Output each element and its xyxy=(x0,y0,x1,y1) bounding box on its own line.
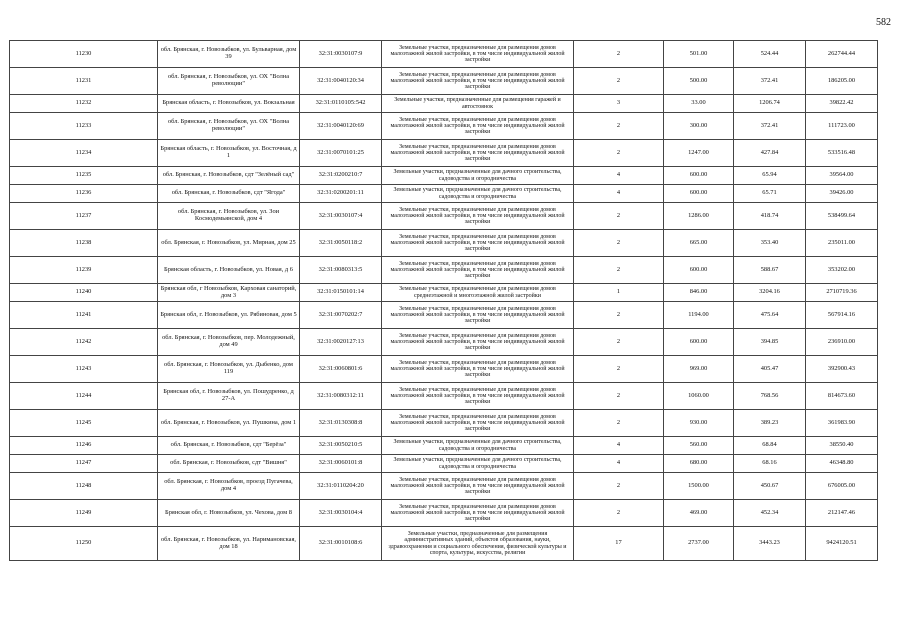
area-cell: 1247.00 xyxy=(664,140,734,167)
land-use-cell: Земельные участки, предназначенные для размещения гаражей и автостоянок xyxy=(382,95,574,113)
group-cell: 2 xyxy=(574,68,664,95)
address-cell: Брянская обл, г. Новозыбков, ул. Рябиновая, дом 5 xyxy=(158,302,300,329)
address-cell: обл. Брянская, г. Новозыбков, сдт "Зелёный сад" xyxy=(158,167,300,185)
row-number: 11239 xyxy=(10,257,158,284)
address-cell: обл. Брянская, г. Новозыбков, ул. Наримановская, дом 18 xyxy=(158,527,300,561)
cadastral-number-cell: 32:31:0150101:14 xyxy=(300,284,382,302)
row-number: 11236 xyxy=(10,185,158,203)
land-use-cell: Земельные участки, предназначенные для дачного строительства, садоводства и огородничества xyxy=(382,167,574,185)
table-row xyxy=(10,500,878,527)
unit-value-cell: 68.16 xyxy=(734,455,806,473)
address-cell: Брянская область, г. Новозыбков, ул. Вокзальная xyxy=(158,95,300,113)
cadastral-value-cell: 39564.00 xyxy=(806,167,878,185)
land-use-cell: Земельные участки, предназначенные для размещения административных зданий, объектов образования, науки, здравоохранения и социального обеспечения, физической культуры и спорта, культуры, искусства, религии xyxy=(382,527,574,561)
cadastral-number-cell: 32:31:0060101:8 xyxy=(300,455,382,473)
area-cell: 600.00 xyxy=(664,257,734,284)
unit-value-cell: 588.67 xyxy=(734,257,806,284)
address-cell: Брянская обл, г. Новозыбков, ул. Чехова, дом 8 xyxy=(158,500,300,527)
address-cell: Брянская область, г. Новозыбков, ул. Восточная, д 1 xyxy=(158,140,300,167)
address-cell: обл. Брянская, г. Новозыбков, сдт "Ягода" xyxy=(158,185,300,203)
row-number: 11248 xyxy=(10,473,158,500)
table-row xyxy=(10,284,878,302)
cadastral-number-cell: 32:31:0130308:8 xyxy=(300,410,382,437)
land-use-cell: Земельные участки, предназначенные для дачного строительства, садоводства и огородничества xyxy=(382,185,574,203)
table-row xyxy=(10,302,878,329)
cadastral-number-cell: 32:31:0070101:25 xyxy=(300,140,382,167)
unit-value-cell: 524.44 xyxy=(734,41,806,68)
group-cell: 2 xyxy=(574,302,664,329)
unit-value-cell: 372.41 xyxy=(734,113,806,140)
address-cell: обл. Брянская, г. Новозыбков, ул. ОХ "Волна революции" xyxy=(158,68,300,95)
area-cell: 930.00 xyxy=(664,410,734,437)
table-row xyxy=(10,437,878,455)
address-cell: обл. Брянская, г. Новозыбков, ул. ОХ "Волна революции" xyxy=(158,113,300,140)
cadastral-number-cell: 32:31:0050210:5 xyxy=(300,437,382,455)
cadastral-number-cell: 32:31:0110204:20 xyxy=(300,473,382,500)
group-cell: 4 xyxy=(574,185,664,203)
row-number: 11247 xyxy=(10,455,158,473)
land-use-cell: Земельные участки, предназначенные для размещения домов малоэтажной жилой застройки, в том числе индивидуальной жилой застройки xyxy=(382,329,574,356)
cadastral-value-cell: 212147.46 xyxy=(806,500,878,527)
land-use-cell: Земельные участки, предназначенные для размещения домов малоэтажной жилой застройки, в том числе индивидуальной жилой застройки xyxy=(382,383,574,410)
unit-value-cell: 427.84 xyxy=(734,140,806,167)
address-cell: обл. Брянская, г. Новозыбков, ул. Дыбенко, дом 119 xyxy=(158,356,300,383)
cadastral-value-cell: 533516.48 xyxy=(806,140,878,167)
area-cell: 501.00 xyxy=(664,41,734,68)
group-cell: 2 xyxy=(574,500,664,527)
table-row xyxy=(10,257,878,284)
row-number: 11246 xyxy=(10,437,158,455)
area-cell: 560.00 xyxy=(664,437,734,455)
area-cell: 846.00 xyxy=(664,284,734,302)
row-number: 11242 xyxy=(10,329,158,356)
unit-value-cell: 394.85 xyxy=(734,329,806,356)
group-cell: 3 xyxy=(574,95,664,113)
cadastral-value-cell: 38550.40 xyxy=(806,437,878,455)
table-row xyxy=(10,68,878,95)
row-number: 11238 xyxy=(10,230,158,257)
row-number: 11241 xyxy=(10,302,158,329)
area-cell: 1194.00 xyxy=(664,302,734,329)
area-cell: 600.00 xyxy=(664,329,734,356)
cadastral-value-cell: 39426.00 xyxy=(806,185,878,203)
group-cell: 2 xyxy=(574,230,664,257)
table-row xyxy=(10,230,878,257)
land-use-cell: Земельные участки, предназначенные для размещения домов малоэтажной жилой застройки, в том числе индивидуальной жилой застройки xyxy=(382,140,574,167)
row-number: 11240 xyxy=(10,284,158,302)
land-use-cell: Земельные участки, предназначенные для размещения домов малоэтажной жилой застройки, в том числе индивидуальной жилой застройки xyxy=(382,230,574,257)
unit-value-cell: 405.47 xyxy=(734,356,806,383)
table-row xyxy=(10,113,878,140)
land-use-cell: Земельные участки, предназначенные для размещения домов малоэтажной жилой застройки, в том числе индивидуальной жилой застройки xyxy=(382,41,574,68)
group-cell: 4 xyxy=(574,167,664,185)
address-cell: обл. Брянская, г. Новозыбков, пер. Молодежный, дом 49 xyxy=(158,329,300,356)
unit-value-cell: 452.34 xyxy=(734,500,806,527)
address-cell: обл. Брянская, г. Новозыбков, проезд Пугачева, дом 4 xyxy=(158,473,300,500)
group-cell: 1 xyxy=(574,284,664,302)
unit-value-cell: 353.40 xyxy=(734,230,806,257)
group-cell: 2 xyxy=(574,410,664,437)
page-number: 582 xyxy=(876,17,891,28)
table-row xyxy=(10,41,878,68)
group-cell: 17 xyxy=(574,527,664,561)
cadastral-number-cell: 32:31:0050118:2 xyxy=(300,230,382,257)
group-cell: 2 xyxy=(574,257,664,284)
cadastral-value-table xyxy=(9,40,878,561)
land-use-cell: Земельные участки, предназначенные для размещения домов малоэтажной жилой застройки, в том числе индивидуальной жилой застройки xyxy=(382,473,574,500)
land-use-cell: Земельные участки, предназначенные для размещения домов малоэтажной жилой застройки, в том числе индивидуальной жилой застройки xyxy=(382,500,574,527)
address-cell: Брянская область, г. Новозыбков, ул. Новая, д 6 xyxy=(158,257,300,284)
land-use-cell: Земельные участки, предназначенные для размещения домов малоэтажной жилой застройки, в том числе индивидуальной жилой застройки xyxy=(382,68,574,95)
table-row xyxy=(10,527,878,561)
address-cell: Брянская обл, г. Новозыбков, ул. Пошудренко, д 27-А xyxy=(158,383,300,410)
cadastral-value-cell: 392900.43 xyxy=(806,356,878,383)
group-cell: 4 xyxy=(574,455,664,473)
cadastral-number-cell: 32:31:0200210:7 xyxy=(300,167,382,185)
cadastral-number-cell: 32:31:0010108:6 xyxy=(300,527,382,561)
cadastral-value-cell: 567914.16 xyxy=(806,302,878,329)
address-cell: обл. Брянская, г. Новозыбков, сдт "Берёза" xyxy=(158,437,300,455)
area-cell: 2737.00 xyxy=(664,527,734,561)
cadastral-number-cell: 32:31:0020127:13 xyxy=(300,329,382,356)
row-number: 11250 xyxy=(10,527,158,561)
area-cell: 1286.00 xyxy=(664,203,734,230)
row-number: 11231 xyxy=(10,68,158,95)
unit-value-cell: 372.41 xyxy=(734,68,806,95)
area-cell: 680.00 xyxy=(664,455,734,473)
land-use-cell: Земельные участки, предназначенные для размещения домов среднеэтажной и многоэтажной жилой застройки xyxy=(382,284,574,302)
cadastral-number-cell: 32:31:0030107:9 xyxy=(300,41,382,68)
unit-value-cell: 65.94 xyxy=(734,167,806,185)
group-cell: 2 xyxy=(574,473,664,500)
table-row xyxy=(10,383,878,410)
unit-value-cell: 68.84 xyxy=(734,437,806,455)
unit-value-cell: 418.74 xyxy=(734,203,806,230)
cadastral-value-cell: 676005.00 xyxy=(806,473,878,500)
cadastral-value-cell: 111723.00 xyxy=(806,113,878,140)
cadastral-value-cell: 262744.44 xyxy=(806,41,878,68)
table-row xyxy=(10,455,878,473)
cadastral-number-cell: 32:31:0070202:7 xyxy=(300,302,382,329)
unit-value-cell: 475.64 xyxy=(734,302,806,329)
unit-value-cell: 768.56 xyxy=(734,383,806,410)
address-cell: Брянская обл, г Новозыбков, Карховая санаторий, дом 3 xyxy=(158,284,300,302)
row-number: 11244 xyxy=(10,383,158,410)
cadastral-number-cell: 32:31:0040120:69 xyxy=(300,113,382,140)
table-row xyxy=(10,473,878,500)
row-number: 11245 xyxy=(10,410,158,437)
land-use-cell: Земельные участки, предназначенные для размещения домов малоэтажной жилой застройки, в том числе индивидуальной жилой застройки xyxy=(382,257,574,284)
row-number: 11249 xyxy=(10,500,158,527)
cadastral-value-cell: 236910.00 xyxy=(806,329,878,356)
cadastral-value-cell: 2710719.36 xyxy=(806,284,878,302)
cadastral-number-cell: 32:31:0200201:11 xyxy=(300,185,382,203)
area-cell: 969.00 xyxy=(664,356,734,383)
table-row xyxy=(10,410,878,437)
area-cell: 1060.00 xyxy=(664,383,734,410)
unit-value-cell: 65.71 xyxy=(734,185,806,203)
group-cell: 2 xyxy=(574,113,664,140)
cadastral-value-cell: 186205.00 xyxy=(806,68,878,95)
cadastral-value-cell: 361983.90 xyxy=(806,410,878,437)
cadastral-number-cell: 32:31:0080313:5 xyxy=(300,257,382,284)
group-cell: 2 xyxy=(574,329,664,356)
land-use-cell: Земельные участки, предназначенные для размещения домов малоэтажной жилой застройки, в том числе индивидуальной жилой застройки xyxy=(382,302,574,329)
cadastral-number-cell: 32:31:0030107:4 xyxy=(300,203,382,230)
area-cell: 300.00 xyxy=(664,113,734,140)
address-cell: обл. Брянская, г. Новозыбков, сдт "Вишня" xyxy=(158,455,300,473)
group-cell: 2 xyxy=(574,41,664,68)
table-row xyxy=(10,167,878,185)
area-cell: 665.00 xyxy=(664,230,734,257)
unit-value-cell: 389.23 xyxy=(734,410,806,437)
row-number: 11235 xyxy=(10,167,158,185)
row-number: 11233 xyxy=(10,113,158,140)
land-use-cell: Земельные участки, предназначенные для размещения домов малоэтажной жилой застройки, в том числе индивидуальной жилой застройки xyxy=(382,410,574,437)
cadastral-number-cell: 32:31:0080312:11 xyxy=(300,383,382,410)
cadastral-number-cell: 32:31:0110105:542 xyxy=(300,95,382,113)
land-use-cell: Земельные участки, предназначенные для размещения домов малоэтажной жилой застройки, в том числе индивидуальной жилой застройки xyxy=(382,113,574,140)
land-use-cell: Земельные участки, предназначенные для дачного строительства, садоводства и огородничества xyxy=(382,437,574,455)
address-cell: обл. Брянская, г. Новозыбков, ул. Зои Космодемьянской, дом 4 xyxy=(158,203,300,230)
row-number: 11232 xyxy=(10,95,158,113)
land-use-cell: Земельные участки, предназначенные для дачного строительства, садоводства и огородничества xyxy=(382,455,574,473)
table-row xyxy=(10,140,878,167)
cadastral-number-cell: 32:31:0040120:34 xyxy=(300,68,382,95)
address-cell: обл. Брянская, г. Новозыбков, ул. Пушкина, дом 1 xyxy=(158,410,300,437)
cadastral-value-cell: 235011.00 xyxy=(806,230,878,257)
unit-value-cell: 1206.74 xyxy=(734,95,806,113)
address-cell: обл. Брянская, г. Новозыбков, ул. Бульварная, дом 39 xyxy=(158,41,300,68)
area-cell: 600.00 xyxy=(664,185,734,203)
table-row xyxy=(10,356,878,383)
area-cell: 33.00 xyxy=(664,95,734,113)
unit-value-cell: 3204.16 xyxy=(734,284,806,302)
cadastral-number-cell: 32:31:0030104:4 xyxy=(300,500,382,527)
group-cell: 2 xyxy=(574,383,664,410)
group-cell: 2 xyxy=(574,356,664,383)
group-cell: 4 xyxy=(574,437,664,455)
cadastral-value-cell: 9424120.51 xyxy=(806,527,878,561)
area-cell: 1500.00 xyxy=(664,473,734,500)
land-use-cell: Земельные участки, предназначенные для размещения домов малоэтажной жилой застройки, в том числе индивидуальной жилой застройки xyxy=(382,203,574,230)
cadastral-number-cell: 32:31:0060801:6 xyxy=(300,356,382,383)
cadastral-value-cell: 538499.64 xyxy=(806,203,878,230)
cadastral-value-cell: 353202.00 xyxy=(806,257,878,284)
table-row xyxy=(10,185,878,203)
table-row xyxy=(10,203,878,230)
table-row xyxy=(10,95,878,113)
table-row xyxy=(10,329,878,356)
land-use-cell: Земельные участки, предназначенные для размещения домов малоэтажной жилой застройки, в том числе индивидуальной жилой застройки xyxy=(382,356,574,383)
group-cell: 2 xyxy=(574,203,664,230)
address-cell: обл. Брянская, г. Новозыбков, ул. Мирная, дом 25 xyxy=(158,230,300,257)
unit-value-cell: 450.67 xyxy=(734,473,806,500)
cadastral-value-cell: 39822.42 xyxy=(806,95,878,113)
area-cell: 600.00 xyxy=(664,167,734,185)
unit-value-cell: 3443.23 xyxy=(734,527,806,561)
row-number: 11234 xyxy=(10,140,158,167)
area-cell: 469.00 xyxy=(664,500,734,527)
row-number: 11243 xyxy=(10,356,158,383)
cadastral-value-cell: 814673.60 xyxy=(806,383,878,410)
row-number: 11237 xyxy=(10,203,158,230)
row-number: 11230 xyxy=(10,41,158,68)
area-cell: 500.00 xyxy=(664,68,734,95)
cadastral-value-cell: 46348.80 xyxy=(806,455,878,473)
group-cell: 2 xyxy=(574,140,664,167)
